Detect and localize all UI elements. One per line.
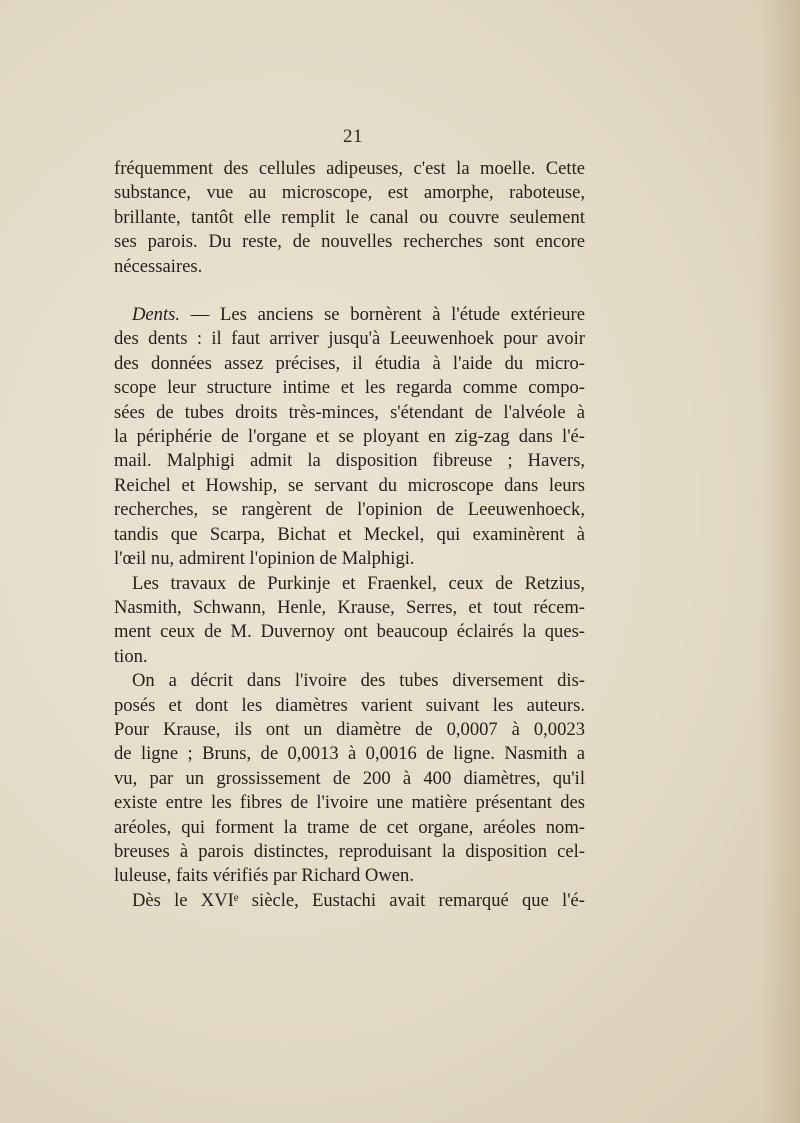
- paragraph-travaux: [114, 572, 585, 670]
- text-line: posés et dont les diamètres varient suivant les auteurs.: [114, 694, 585, 716]
- text-line: l'œil nu, admirent l'opinion de Malphigi.: [114, 548, 415, 570]
- paragraph-ivoire: [114, 669, 585, 889]
- text-line-heading: [114, 303, 585, 327]
- text-line: tion.: [114, 645, 148, 667]
- page-edge-shadow: [760, 0, 800, 1123]
- text-line: ses parois. Du reste, de nouvelles recherches sont encore: [114, 231, 585, 253]
- text-line: mail. Malphigi admit la disposition fibreuse ; Havers,: [114, 450, 585, 472]
- text-line: On a décrit dans l'ivoire des tubes diversement dis-: [132, 670, 585, 692]
- text-line: Reichel et Howship, se servant du microscope dans leurs: [114, 474, 585, 496]
- text-line: substance, vue au microscope, est amorphe, raboteuse,: [114, 182, 585, 204]
- text-line: luleuse, faits vérifiés par Richard Owen.: [114, 865, 414, 887]
- text-line: scope leur structure intime et les regarda comme compo-: [114, 377, 585, 399]
- text-line: sées de tubes droits très-minces, s'étendant de l'alvéole à: [114, 401, 585, 423]
- text-line: fréquemment des cellules adipeuses, c'est la moelle. Cette: [114, 158, 585, 179]
- text-line: nécessaires.: [114, 255, 203, 277]
- text-line: recherches, se rangèrent de l'opinion de Leeuwenhoeck,: [114, 499, 585, 521]
- text-line: existe entre les fibres de l'ivoire une matière présentant des: [114, 792, 585, 814]
- text-line-rest: — Les anciens se bornèrent à l'étude extérieure: [180, 304, 585, 326]
- text-line: brillante, tantôt elle remplit le canal ou couvre seulement: [114, 206, 585, 228]
- section-heading-dents: Dents.: [132, 304, 181, 326]
- text-line: de ligne ; Bruns, de 0,0013 à 0,0016 de ligne. Nasmith a: [114, 743, 585, 765]
- text-line: ment ceux de M. Duvernoy ont beaucoup éclairés la ques-: [114, 621, 585, 643]
- body-text: [114, 157, 585, 913]
- paragraph-eustachi: [114, 889, 585, 913]
- text-line: des données assez précises, il étudia à l'aide du micro-: [114, 352, 585, 374]
- text-line: vu, par un grossissement de 200 à 400 diamètres, qu'il: [114, 767, 585, 789]
- text-line: des dents : il faut arriver jusqu'à Leeuwenhoek pour avoir: [114, 328, 585, 350]
- paragraph-dents: [114, 303, 585, 571]
- text-line: aréoles, qui forment la trame de cet organe, aréoles nom-: [114, 816, 585, 838]
- text-line: la périphérie de l'organe et se ployant en zig-zag dans l'é-: [114, 426, 585, 448]
- text-line: Dès le XVIᵉ siècle, Eustachi avait remarqué que l'é-: [132, 889, 585, 911]
- text-line: breuses à parois distinctes, reproduisant la disposition cel-: [114, 840, 585, 862]
- paragraph-moelle: [114, 157, 585, 279]
- text-line: tandis que Scarpa, Bichat et Meckel, qui examinèrent à: [114, 523, 585, 545]
- page-number: 21: [343, 126, 363, 147]
- text-line: Les travaux de Purkinje et Fraenkel, ceux de Retzius,: [132, 572, 585, 594]
- text-line: Pour Krause, ils ont un diamètre de 0,0007 à 0,0023: [114, 718, 585, 740]
- text-line: Nasmith, Schwann, Henle, Krause, Serres, et tout récem-: [114, 596, 585, 618]
- paragraph-gap: [114, 279, 585, 303]
